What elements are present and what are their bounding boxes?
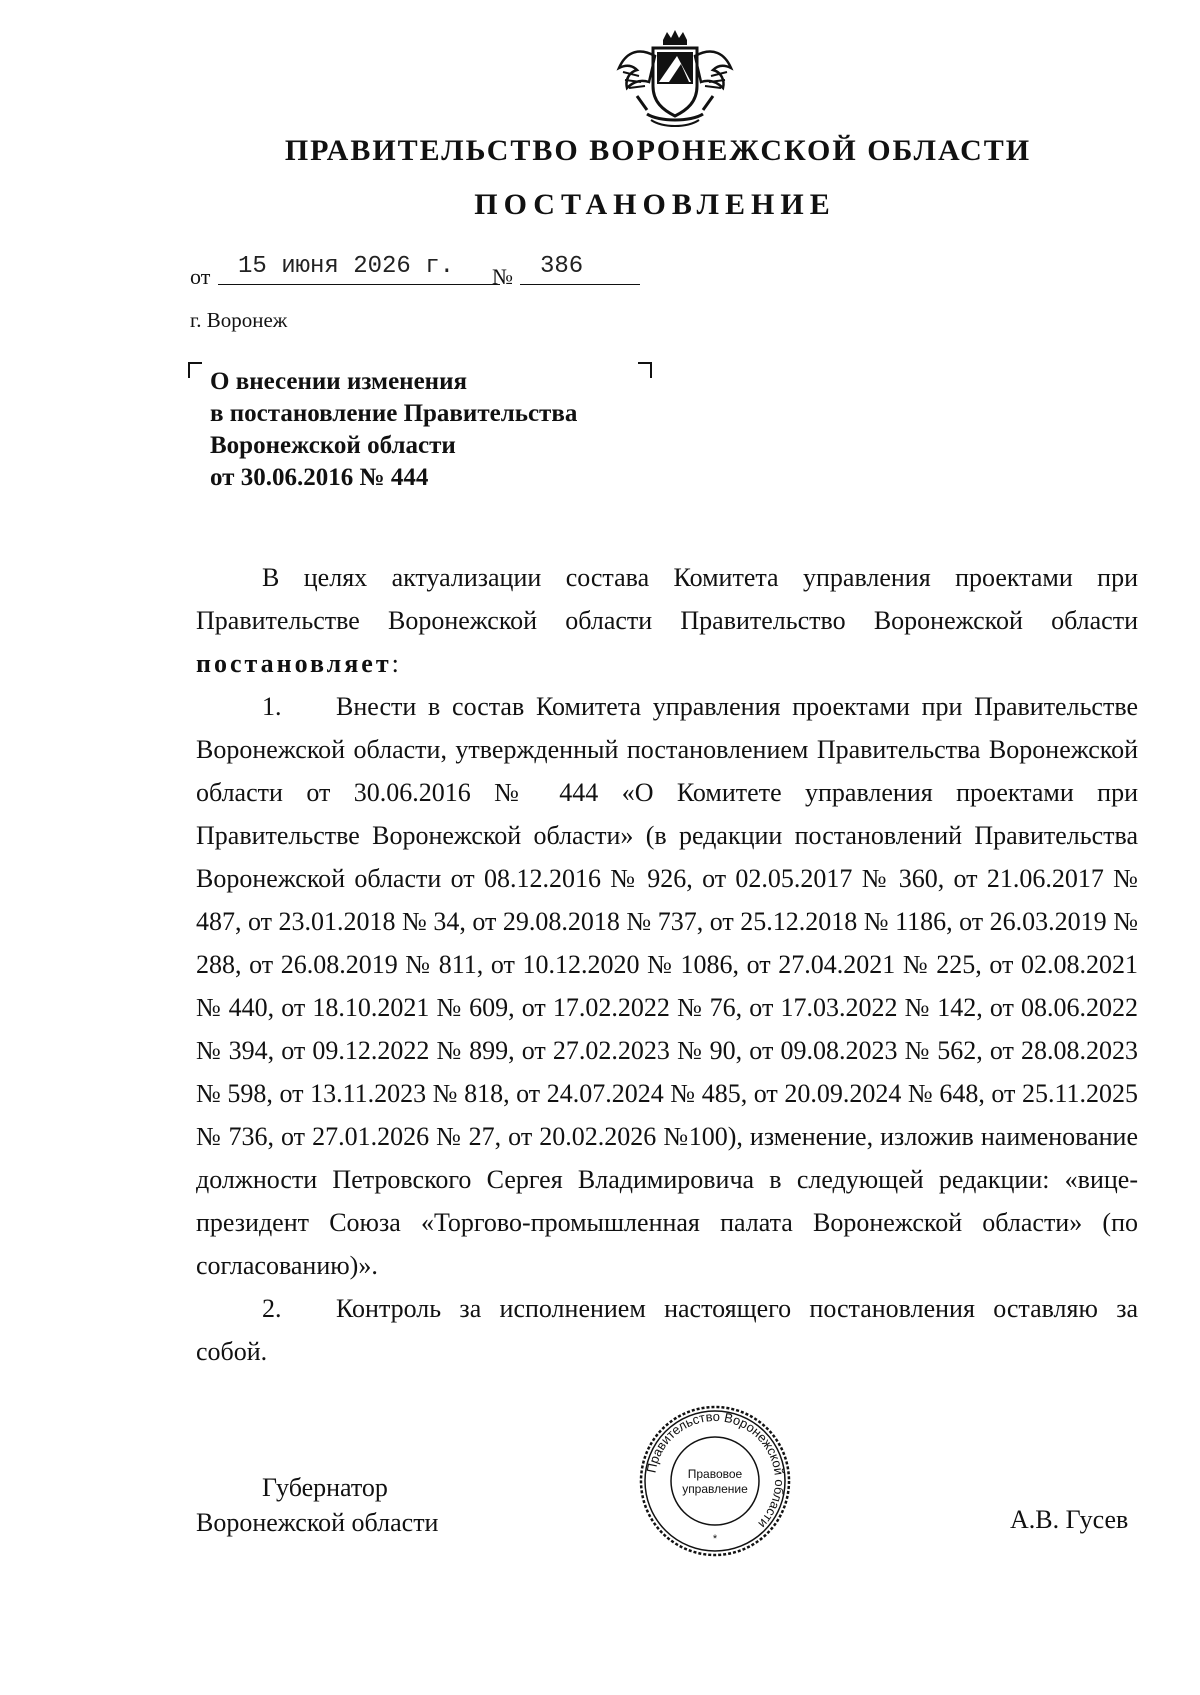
coat-of-arms-emblem	[607, 26, 743, 132]
intro-emphasis: постановляет	[196, 649, 392, 678]
signatory-title-line: Воронежской области	[196, 1508, 439, 1537]
intro-text: В целях актуализации состава Комитета управления проектами при Правительстве Воронежской области Правительство Воронежской области	[196, 563, 1138, 635]
stamp-star: *	[712, 1533, 718, 1545]
document-body	[196, 556, 1138, 1373]
signatory-name: А.В. Гусев	[1010, 1505, 1129, 1534]
subject-line: О внесении изменения	[210, 368, 468, 395]
subject-corner-right	[638, 362, 652, 378]
item-1-number: 1.	[262, 692, 282, 721]
number-value: 386	[520, 252, 640, 285]
subject-corner-left	[188, 362, 202, 378]
signatory-title	[196, 1470, 438, 1540]
subject-line: Воронежской области	[210, 432, 456, 459]
stamp-center-line: управление	[682, 1482, 748, 1496]
city: г. Воронеж	[190, 308, 288, 332]
item-1-paragraph	[196, 685, 1138, 1287]
subject-block	[210, 366, 577, 494]
item-1-text: Внести в состав Комитета управления проектами при Правительстве Воронежской области, утвержденный постановлением Правительства Воронежской области от 30.06.2016 № 444 «О Комитете управления проектами при Правительстве Воронежской области» (в редакции постановлений Правительства Воронежской области от 08.12.2016 № 926, от 02.05.2017 № 360, от 21.06.2017 № 487, от 23.01.2018 № 34, от 29.08.2018 № 737, от 25.12.2018 № 1186, от 26.03.2019 № 288, от 26.08.2019 № 811, от 10.12.2020 № 1086, от 27.04.2021 № 225, от 02.08.2021 № 440, от 18.10.2021 № 609, от 17.02.2022 № 76, от 17.03.2022 № 142, от 08.06.2022 № 394, от 09.12.2022 № 899, от 27.02.2023 № 90, от 09.08.2023 № 562, от 28.08.2023 № 598, от 13.11.2023 № 818, от 24.07.2024 № 485, от 20.09.2024 № 648, от 25.11.2025 № 736, от 27.01.2026 № 27, от 20.02.2026 №100), изменение, изложив наименование должности Петровского Сергея Владимировича в следующей редакции: «вице-президент Союза «Торгово-промышленная палата Воронежской области» (по согласованию)».	[196, 692, 1138, 1280]
intro-paragraph	[196, 556, 1138, 685]
stamp-ring-text: Правительство Воронежской области	[643, 1408, 788, 1532]
item-2-paragraph	[196, 1287, 1138, 1373]
item-2-text: Контроль за исполнением настоящего постановления оставляю за собой.	[196, 1294, 1138, 1366]
date-value: 15 июня 2026 г.	[218, 252, 500, 285]
item-2-number: 2.	[262, 1294, 282, 1323]
document-type: ПОСТАНОВЛЕНИЕ	[474, 188, 836, 221]
organization-title: ПРАВИТЕЛЬСТВО ВОРОНЕЖСКОЙ ОБЛАСТИ	[284, 134, 1032, 167]
intro-colon: :	[391, 649, 399, 678]
legal-department-stamp	[638, 1404, 792, 1558]
number-prefix: №	[492, 264, 513, 289]
stamp-center-line: Правовое	[687, 1467, 743, 1481]
subject-line: в постановление Правительства	[210, 400, 578, 427]
signatory-title-line: Губернатор	[262, 1473, 388, 1502]
subject-line: от 30.06.2016 № 444	[210, 464, 429, 491]
date-prefix: от	[190, 264, 211, 289]
